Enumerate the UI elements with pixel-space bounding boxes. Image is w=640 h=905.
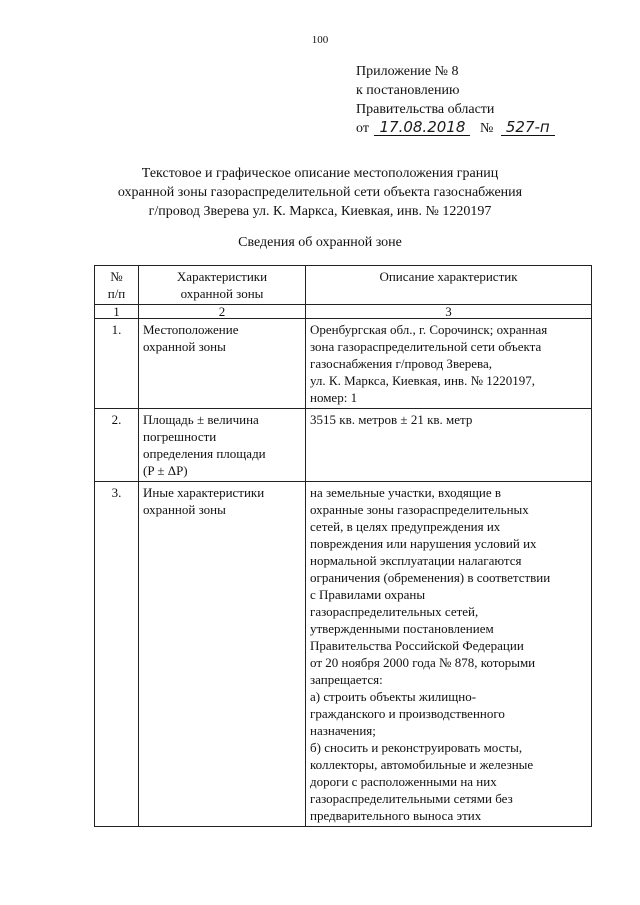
column-number: 1 <box>95 305 139 319</box>
description-line: а) строить объекты жилищно- <box>310 689 477 704</box>
header-description: Описание характеристик <box>306 266 592 305</box>
description-line: на земельные участки, входящие в <box>310 485 502 500</box>
description-line: сетей, в целях предупреждения их <box>310 519 501 534</box>
title-line-1: Текстовое и графическое описание местоположения границ <box>141 166 499 181</box>
description-line: коллекторы, автомобильные и железные <box>310 757 534 772</box>
header-number-line-1: № <box>110 269 123 284</box>
name-line: Иные характеристики <box>143 485 265 500</box>
characteristic-name <box>139 319 306 409</box>
name-line: Площадь ± величина <box>143 412 259 427</box>
name-line: погрешности <box>143 429 217 444</box>
description-line: Правительства Российской Федерации <box>310 638 524 653</box>
document-title <box>0 164 640 221</box>
row-number: 1. <box>95 319 139 409</box>
handwritten-date: 17.08.2018 <box>374 120 470 136</box>
characteristic-description <box>306 482 592 827</box>
characteristic-name <box>139 409 306 482</box>
description-line: Оренбургская обл., г. Сорочинск; охранная <box>310 322 548 337</box>
header-characteristics <box>139 266 306 305</box>
table-row <box>95 409 592 482</box>
characteristic-description <box>306 409 592 482</box>
number-prefix: № <box>479 121 494 136</box>
description-line: 3515 кв. метров ± 21 кв. метр <box>310 412 473 427</box>
name-line: определения площади <box>143 446 266 461</box>
description-line: ограничения (обременения) в соответствии <box>310 570 551 585</box>
characteristic-description <box>306 319 592 409</box>
description-line: гражданского и производственного <box>310 706 505 721</box>
appendix-block <box>356 62 555 138</box>
column-number: 2 <box>139 305 306 319</box>
description-line: запрещается: <box>310 672 383 687</box>
description-line: от 20 ноября 2000 года № 878, которыми <box>310 655 536 670</box>
description-line: утвержденными постановлением <box>310 621 494 636</box>
name-line: охранной зоны <box>143 502 226 517</box>
description-line: газоснабжения г/провод Зверева, <box>310 356 493 371</box>
date-prefix: от <box>356 121 369 136</box>
header-number-line-2: п/п <box>107 286 126 301</box>
appendix-date-line <box>356 119 555 138</box>
table-header-row <box>95 266 592 305</box>
page-number: 100 <box>311 34 329 46</box>
description-line: нормальной эксплуатации налагаются <box>310 553 522 568</box>
description-line: зона газораспределительной сети объекта <box>310 339 542 354</box>
description-line: дороги с расположенными на них <box>310 774 497 789</box>
description-line: повреждения или нарушения условий их <box>310 536 537 551</box>
appendix-line-2: к постановлению <box>356 83 460 98</box>
column-number: 3 <box>306 305 592 319</box>
table-row <box>95 319 592 409</box>
description-line: газораспределительных сетей, <box>310 604 479 619</box>
header-number <box>95 266 139 305</box>
name-line: (P ± ΔP) <box>143 463 188 478</box>
handwritten-number: 527-п <box>501 120 555 136</box>
appendix-line-3: Правительства области <box>356 102 495 117</box>
description-line: с Правилами охраны <box>310 587 426 602</box>
description-line: номер: 1 <box>310 390 358 405</box>
header-characteristics-line-1: Характеристики <box>176 269 268 284</box>
description-line: назначения; <box>310 723 376 738</box>
table-row <box>95 482 592 827</box>
section-subtitle: Сведения об охранной зоне <box>238 235 402 250</box>
row-number: 2. <box>95 409 139 482</box>
characteristic-name <box>139 482 306 827</box>
description-line: б) сносить и реконструировать мосты, <box>310 740 523 755</box>
description-line: охранные зоны газораспределительных <box>310 502 529 517</box>
title-line-2: охранной зоны газораспределительной сети объекта газоснабжения <box>117 185 523 200</box>
row-number: 3. <box>95 482 139 827</box>
title-line-3: г/провод Зверева ул. К. Маркса, Киевкая, инв. № 1220197 <box>148 204 492 219</box>
description-line: предварительного выноса этих <box>310 808 482 823</box>
name-line: охранной зоны <box>143 339 226 354</box>
name-line: Местоположение <box>143 322 239 337</box>
column-number-row <box>95 305 592 319</box>
header-characteristics-line-2: охранной зоны <box>180 286 264 301</box>
appendix-title: Приложение № 8 <box>356 64 459 79</box>
protection-zone-table <box>94 265 592 827</box>
description-line: ул. К. Маркса, Киевкая, инв. № 1220197, <box>310 373 535 388</box>
description-line: газораспределительными сетями без <box>310 791 513 806</box>
